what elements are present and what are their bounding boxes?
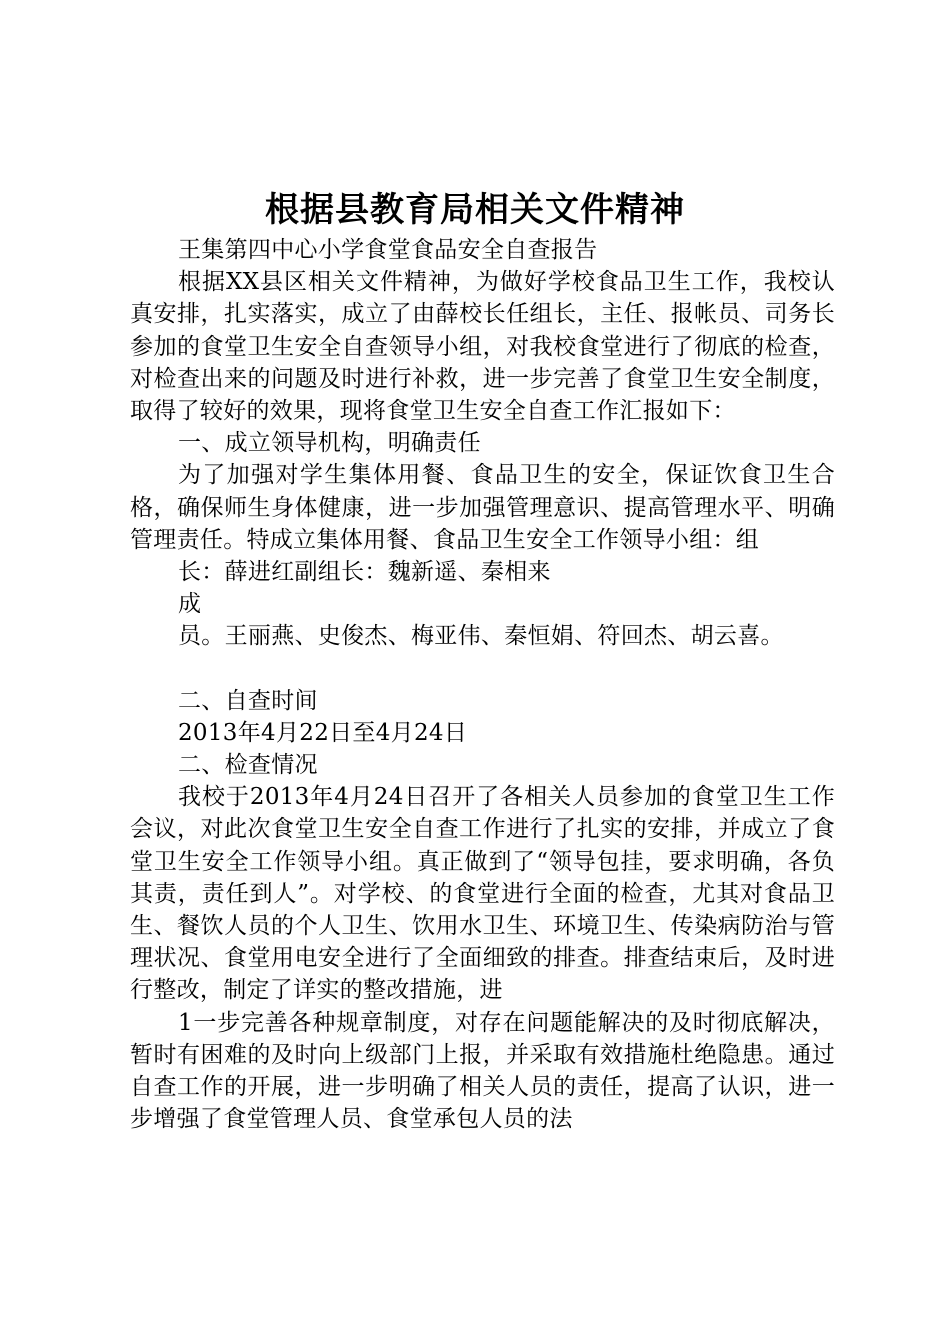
inspection-dates: 2013年4月22日至4月24日 <box>178 719 468 746</box>
continuation-paragraph: 1一步完善各种规章制度，对存在问题能解决的及时彻底解决，暂时有困难的及时向上级部门上报，并采取有效措施杜绝隐患。通过自查工作的开展，进一步明确了相关人员的责任，提高了认识，进一步增强了食堂管理人员、食堂承包人员的法 <box>130 1009 835 1133</box>
report-subtitle: 王集第四中心小学食堂食品安全自查报告 <box>178 237 598 263</box>
document-body <box>130 234 835 1135</box>
section-heading-3: 二、检查情况 <box>178 752 318 779</box>
blank-line <box>130 653 835 685</box>
section-heading-2: 二、自查时间 <box>178 687 318 714</box>
intro-paragraph: 根据XX县区相关文件精神，为做好学校食品卫生工作，我校认真安排，扎实落实，成立了由薛校长任组长，主任、报帐员、司务长参加的食堂卫生安全自查领导小组，对我校食堂进行了彻底的检查，对检查出来的问题及时进行补救，进一步完善了食堂卫生安全制度，取得了较好的效果，现将食堂卫生安全自查工作汇报如下： <box>130 269 835 425</box>
section-3-paragraph: 我校于2013年4月24日召开了各相关人员参加的食堂卫生工作会议，对此次食堂卫生安全自查工作进行了扎实的安排，并成立了食堂卫生安全工作领导小组。真正做到了“领导包挂，要求明确，各负其责，责任到人”。对学校、的食堂进行全面的检查，尤其对食品卫生、餐饮人员的个人卫生、饮用水卫生、环境卫生、传染病防治与管理状况、食堂用电安全进行了全面细致的排查。排查结束后，及时进行整改，制定了详实的整改措施，进 <box>130 784 835 1004</box>
leader-line: 长：薛进红副组长：魏新遥、秦相来 <box>178 559 551 586</box>
member-list: 员。王丽燕、史俊杰、梅亚伟、秦恒娟、符回杰、胡云喜。 <box>178 623 784 650</box>
section-1-paragraph: 为了加强对学生集体用餐、食品卫生的安全，保证饮食卫生合格，确保师生身体健康，进一步加强管理意识、提高管理水平、明确管理责任。特成立集体用餐、食品卫生安全工作领导小组：组 <box>130 462 835 553</box>
section-heading-1: 一、成立领导机构，明确责任 <box>178 430 481 457</box>
member-label: 成 <box>178 591 202 618</box>
document-title: 根据县教育局相关文件精神 <box>265 190 685 230</box>
